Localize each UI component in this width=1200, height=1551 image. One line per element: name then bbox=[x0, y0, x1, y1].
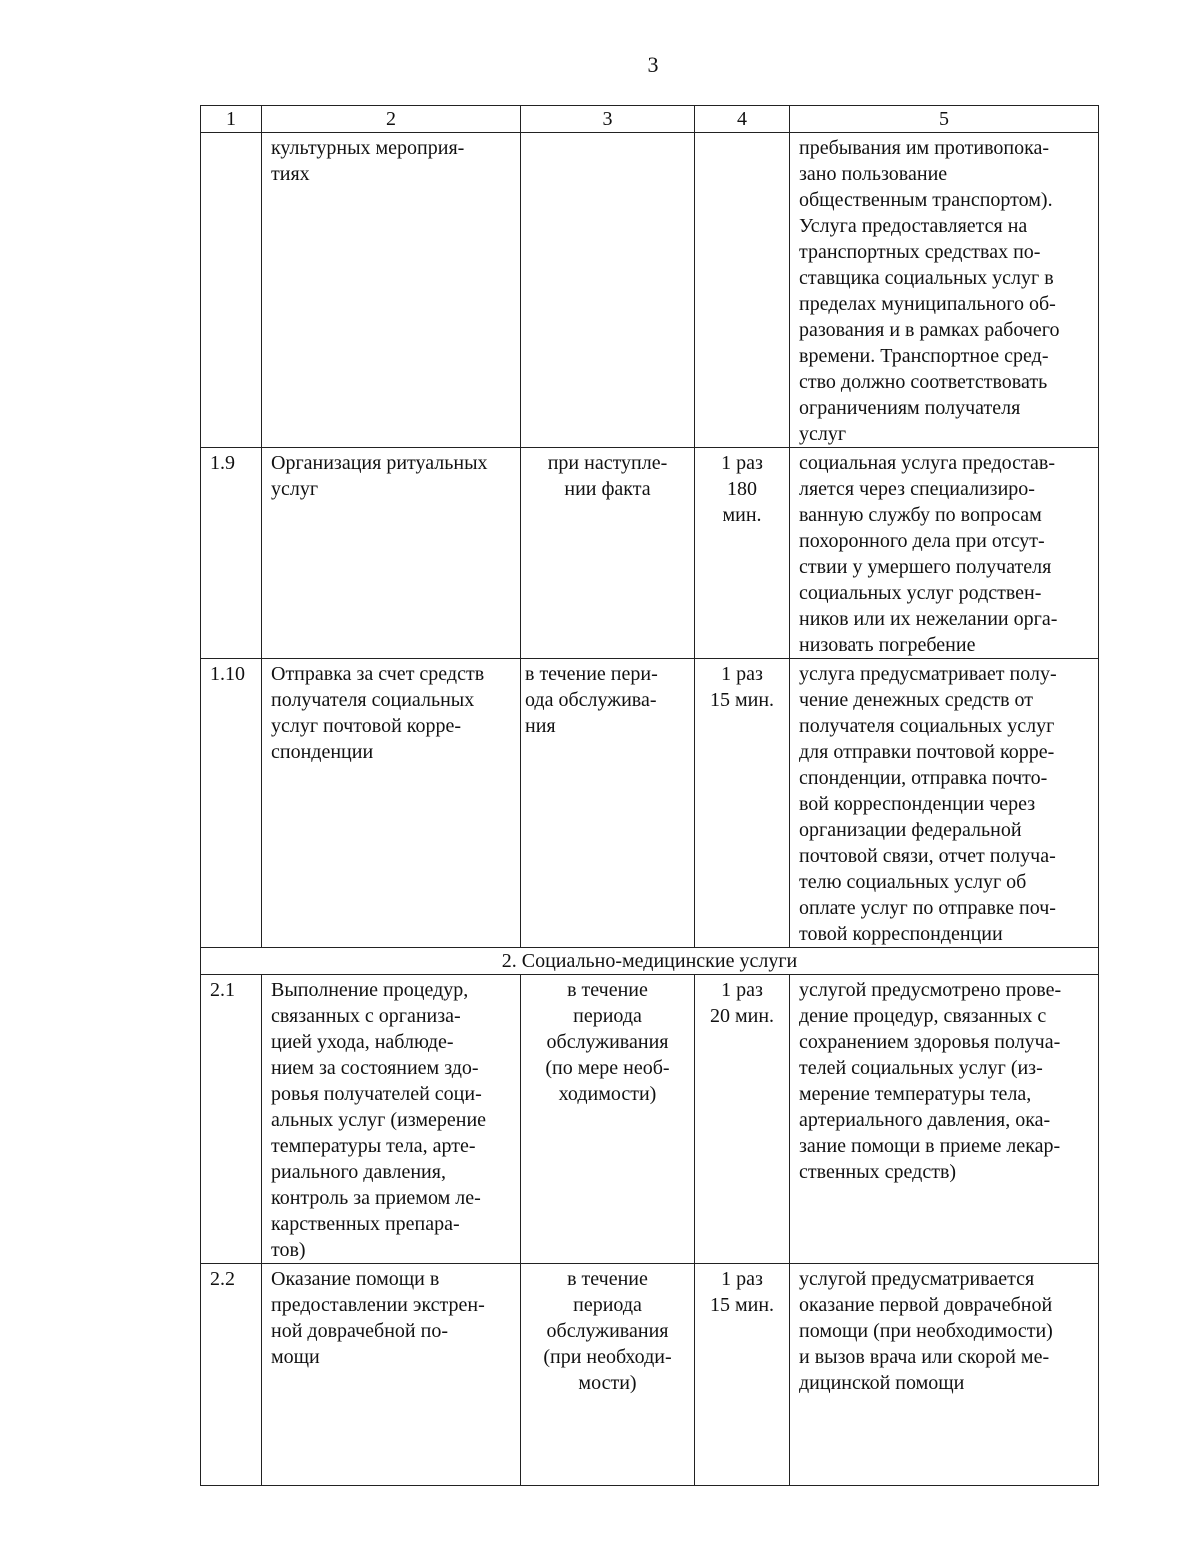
service-description: услуга предусматривает полу- чение денежных средств от получателя социальных услуг для отправки почтовой корре- спонденции, отправка почто- вой корреспонденции через организации федеральной почтовой связи, отчет получа- телю социальных услуг об оплате услуг по отправке поч- товой корреспонденции bbox=[790, 659, 1099, 948]
page-number: 3 bbox=[647, 52, 659, 77]
row-number: 1.10 bbox=[201, 659, 262, 948]
service-name: Выполнение процедур, связанных с организа- цией ухода, наблюде- нием за состоянием здо- ровья получателей соци- альных услуг (измерение температуры тела, арте- риального давления, контроль за приемом ле- карственных препара- тов) bbox=[262, 975, 521, 1264]
header-cell: 4 bbox=[695, 106, 790, 133]
service-description: услугой предусмотрено прове- дение процедур, связанных с сохранением здоровья получа- телей социальных услуг (из- мерение температуры тела, артериального давления, ока- зание помощи в приеме лекар- ственных средств) bbox=[790, 975, 1099, 1264]
section-heading: 2. Социально-медицинские услуги bbox=[201, 948, 1099, 975]
service-name: Отправка за счет средств получателя социальных услуг почтовой корре- спонденции bbox=[262, 659, 521, 948]
services-table bbox=[200, 105, 1099, 1486]
row-number: 2.2 bbox=[201, 1264, 262, 1486]
service-description: пребывания им противопока- зано пользование общественным транспортом). Услуга предоставляется на транспортных средствах по- ставщика социальных услуг в пределах муниципального об- разования и в рамках рабочего времени. Транспортное сред- ство должно соответствовать ограничениям получателя услуг bbox=[790, 133, 1099, 448]
table-row bbox=[201, 448, 1099, 659]
header-cell: 3 bbox=[521, 106, 695, 133]
service-frequency: при наступле- нии факта bbox=[521, 448, 695, 659]
section-heading-row bbox=[201, 948, 1099, 975]
row-number: 1.9 bbox=[201, 448, 262, 659]
header-cell: 1 bbox=[201, 106, 262, 133]
service-name: Оказание помощи в предоставлении экстрен- ной доврачебной по- мощи bbox=[262, 1264, 521, 1486]
table-row bbox=[201, 133, 1099, 448]
service-unit: 1 раз 15 мин. bbox=[695, 1264, 790, 1486]
row-number bbox=[201, 133, 262, 448]
table-row bbox=[201, 975, 1099, 1264]
service-unit: 1 раз 20 мин. bbox=[695, 975, 790, 1264]
service-description: услугой предусматривается оказание первой доврачебной помощи (при необходимости) и вызов врача или скорой ме- дицинской помощи bbox=[790, 1264, 1099, 1486]
service-description: социальная услуга предостав- ляется через специализиро- ванную службу по вопросам похоронного дела при отсут- ствии у умершего получателя социальных услуг родствен- ников или их нежелании орга- низовать погребение bbox=[790, 448, 1099, 659]
table-header-row bbox=[201, 106, 1099, 133]
table-row bbox=[201, 659, 1099, 948]
service-unit: 1 раз 15 мин. bbox=[695, 659, 790, 948]
table-row bbox=[201, 1264, 1099, 1486]
service-frequency: в течение периода обслуживания (при необходи- мости) bbox=[521, 1264, 695, 1486]
service-frequency: в течение пери- ода обслужива- ния bbox=[521, 659, 695, 948]
service-frequency: в течение периода обслуживания (по мере необ- ходимости) bbox=[521, 975, 695, 1264]
service-frequency bbox=[521, 133, 695, 448]
header-cell: 2 bbox=[262, 106, 521, 133]
row-number: 2.1 bbox=[201, 975, 262, 1264]
header-cell: 5 bbox=[790, 106, 1099, 133]
service-name: Организация ритуальных услуг bbox=[262, 448, 521, 659]
service-name: культурных мероприя- тиях bbox=[262, 133, 521, 448]
service-unit bbox=[695, 133, 790, 448]
service-unit: 1 раз 180 мин. bbox=[695, 448, 790, 659]
